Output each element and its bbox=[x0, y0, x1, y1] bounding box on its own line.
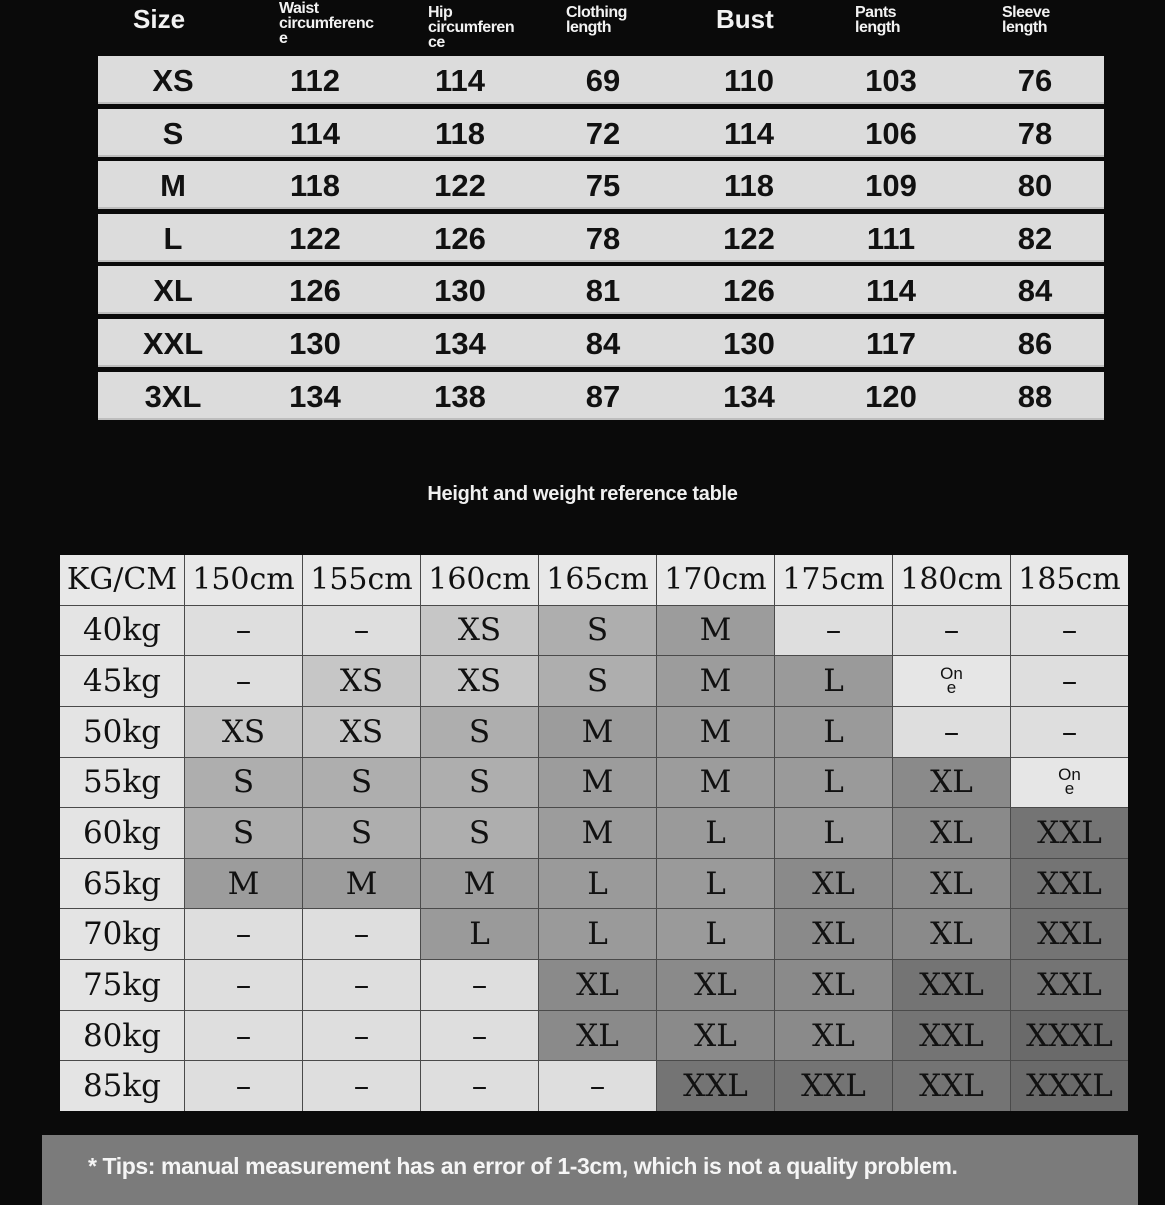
header-sleeve-length: Sleeve length bbox=[1002, 4, 1050, 36]
weight-label: 65kg bbox=[60, 859, 184, 909]
size-cell: M bbox=[303, 859, 420, 909]
size-cell: XL bbox=[539, 960, 656, 1010]
cell-pants-length: 109 bbox=[865, 168, 917, 204]
header-pants-length: Pants length bbox=[855, 4, 900, 36]
size-cell: On e bbox=[893, 656, 1010, 706]
cell-hip: 134 bbox=[434, 325, 486, 361]
size-chart-header bbox=[98, 0, 1104, 56]
size-cell: L bbox=[657, 808, 774, 858]
size-cell: XXL bbox=[893, 960, 1010, 1010]
size-row bbox=[98, 266, 1104, 314]
size-row bbox=[98, 214, 1104, 262]
header-size: Size bbox=[133, 4, 186, 34]
weight-label: 85kg bbox=[60, 1061, 184, 1111]
header-hip: Hip circumferen ce bbox=[428, 4, 515, 51]
cell-bust: 126 bbox=[723, 273, 775, 309]
size-cell: XL bbox=[657, 1011, 774, 1061]
cell-size: XXL bbox=[142, 325, 204, 361]
cell-size: XS bbox=[152, 63, 194, 98]
size-cell: XL bbox=[893, 808, 1010, 858]
cell-size: XL bbox=[153, 273, 193, 309]
size-cell: – bbox=[1011, 656, 1128, 706]
size-cell: XXXL bbox=[1011, 1061, 1128, 1111]
size-cell: XXL bbox=[1011, 859, 1128, 909]
weight-label: 80kg bbox=[60, 1011, 184, 1061]
size-cell: – bbox=[421, 960, 538, 1010]
size-cell: S bbox=[421, 808, 538, 858]
cell-hip: 122 bbox=[434, 168, 486, 204]
size-cell: M bbox=[657, 606, 774, 656]
size-cell: S bbox=[185, 758, 302, 808]
cell-bust: 118 bbox=[723, 168, 775, 204]
size-row bbox=[98, 109, 1104, 157]
size-cell: M bbox=[539, 808, 656, 858]
cell-waist: 112 bbox=[289, 63, 341, 98]
height-header: 150cm bbox=[185, 555, 302, 605]
size-cell: XS bbox=[421, 656, 538, 706]
cell-bust: 122 bbox=[723, 220, 775, 256]
cell-waist: 114 bbox=[289, 115, 341, 151]
cell-waist: 126 bbox=[289, 273, 341, 309]
size-cell: L bbox=[539, 859, 656, 909]
cell-sleeve-length: 78 bbox=[1017, 115, 1053, 151]
tips-text: * Tips: manual measurement has an error of 1-3cm, which is not a quality problem. bbox=[88, 1153, 958, 1179]
cell-pants-length: 103 bbox=[865, 63, 917, 98]
cell-hip: 126 bbox=[434, 220, 486, 256]
cell-size: S bbox=[162, 115, 184, 151]
size-cell: S bbox=[421, 758, 538, 808]
cell-waist: 118 bbox=[289, 168, 341, 204]
size-row bbox=[98, 319, 1104, 367]
size-cell: – bbox=[421, 1061, 538, 1111]
cell-pants-length: 111 bbox=[866, 220, 916, 256]
cell-sleeve-length: 76 bbox=[1017, 63, 1053, 98]
size-row bbox=[98, 161, 1104, 209]
cell-size: 3XL bbox=[144, 378, 202, 414]
size-cell: L bbox=[775, 656, 892, 706]
hw-table-title: Height and weight reference table bbox=[427, 483, 738, 505]
size-cell: – bbox=[185, 606, 302, 656]
size-cell: M bbox=[185, 859, 302, 909]
size-cell: XXL bbox=[657, 1061, 774, 1111]
height-header: 175cm bbox=[775, 555, 892, 605]
size-cell: S bbox=[185, 808, 302, 858]
weight-label: 45kg bbox=[60, 656, 184, 706]
tips-bar bbox=[42, 1135, 1138, 1205]
size-cell: – bbox=[893, 707, 1010, 757]
size-cell: XL bbox=[775, 1011, 892, 1061]
size-cell: – bbox=[303, 909, 420, 959]
size-cell: L bbox=[657, 859, 774, 909]
size-cell: XXXL bbox=[1011, 1011, 1128, 1061]
size-cell: M bbox=[657, 758, 774, 808]
header-bust: Bust bbox=[716, 4, 774, 34]
cell-sleeve-length: 84 bbox=[1017, 273, 1053, 309]
cell-pants-length: 114 bbox=[865, 273, 917, 309]
cell-waist: 122 bbox=[289, 220, 341, 256]
size-cell: L bbox=[775, 707, 892, 757]
cell-hip: 118 bbox=[434, 115, 486, 151]
size-cell: M bbox=[657, 656, 774, 706]
size-cell: XL bbox=[539, 1011, 656, 1061]
size-cell: XL bbox=[657, 960, 774, 1010]
weight-label: 60kg bbox=[60, 808, 184, 858]
cell-bust: 110 bbox=[723, 63, 775, 98]
size-cell: S bbox=[539, 606, 656, 656]
size-cell: – bbox=[303, 606, 420, 656]
size-cell: XS bbox=[303, 656, 420, 706]
size-cell: L bbox=[539, 909, 656, 959]
size-cell: XL bbox=[775, 859, 892, 909]
height-header: 165cm bbox=[539, 555, 656, 605]
size-cell: – bbox=[303, 960, 420, 1010]
corner-label: KG/CM bbox=[60, 555, 184, 605]
weight-label: 40kg bbox=[60, 606, 184, 656]
height-header: 170cm bbox=[657, 555, 774, 605]
height-header: 185cm bbox=[1011, 555, 1128, 605]
size-cell: XL bbox=[775, 960, 892, 1010]
size-cell: – bbox=[303, 1061, 420, 1111]
height-weight-table bbox=[60, 555, 1128, 1111]
size-cell: S bbox=[421, 707, 538, 757]
size-cell: – bbox=[185, 960, 302, 1010]
cell-clothing-length: 69 bbox=[585, 63, 621, 98]
height-header: 160cm bbox=[421, 555, 538, 605]
cell-pants-length: 117 bbox=[865, 325, 917, 361]
size-cell: – bbox=[185, 909, 302, 959]
cell-size: L bbox=[163, 220, 183, 256]
size-cell: L bbox=[775, 808, 892, 858]
height-header: 155cm bbox=[303, 555, 420, 605]
size-cell: XXL bbox=[1011, 909, 1128, 959]
size-cell: S bbox=[303, 808, 420, 858]
cell-clothing-length: 75 bbox=[585, 168, 621, 204]
cell-waist: 130 bbox=[289, 325, 341, 361]
cell-sleeve-length: 82 bbox=[1017, 220, 1053, 256]
cell-clothing-length: 72 bbox=[585, 115, 621, 151]
size-cell: XS bbox=[303, 707, 420, 757]
cell-size: M bbox=[160, 168, 186, 204]
size-cell: XL bbox=[893, 909, 1010, 959]
cell-sleeve-length: 86 bbox=[1017, 325, 1053, 361]
cell-hip: 138 bbox=[434, 378, 486, 414]
size-cell: – bbox=[1011, 707, 1128, 757]
cell-clothing-length: 87 bbox=[585, 378, 621, 414]
cell-sleeve-length: 80 bbox=[1017, 168, 1053, 204]
cell-clothing-length: 84 bbox=[585, 325, 621, 361]
size-cell: On e bbox=[1011, 758, 1128, 808]
size-cell: – bbox=[893, 606, 1010, 656]
size-cell: XXL bbox=[1011, 960, 1128, 1010]
size-cell: L bbox=[775, 758, 892, 808]
size-cell: – bbox=[185, 1011, 302, 1061]
cell-hip: 130 bbox=[434, 273, 486, 309]
cell-waist: 134 bbox=[289, 378, 341, 414]
size-cell: – bbox=[421, 1011, 538, 1061]
weight-label: 50kg bbox=[60, 707, 184, 757]
size-cell: S bbox=[539, 656, 656, 706]
weight-label: 70kg bbox=[60, 909, 184, 959]
size-cell: L bbox=[421, 909, 538, 959]
size-cell: XXL bbox=[893, 1061, 1010, 1111]
size-cell: XL bbox=[893, 758, 1010, 808]
size-cell: S bbox=[303, 758, 420, 808]
weight-label: 55kg bbox=[60, 758, 184, 808]
cell-clothing-length: 78 bbox=[585, 220, 621, 256]
size-cell: – bbox=[539, 1061, 656, 1111]
size-cell: – bbox=[185, 656, 302, 706]
cell-pants-length: 106 bbox=[865, 115, 917, 151]
size-cell: XS bbox=[185, 707, 302, 757]
size-cell: L bbox=[657, 909, 774, 959]
size-cell: XXL bbox=[1011, 808, 1128, 858]
header-waist: Waist circumferenc e bbox=[279, 0, 374, 47]
size-row bbox=[98, 372, 1104, 420]
size-cell: – bbox=[775, 606, 892, 656]
size-row bbox=[98, 56, 1104, 104]
size-cell: XL bbox=[775, 909, 892, 959]
cell-pants-length: 120 bbox=[865, 378, 917, 414]
height-header: 180cm bbox=[893, 555, 1010, 605]
size-cell: M bbox=[539, 707, 656, 757]
size-cell: XS bbox=[421, 606, 538, 656]
size-cell: M bbox=[657, 707, 774, 757]
size-chart-table bbox=[98, 56, 1104, 424]
cell-bust: 130 bbox=[723, 325, 775, 361]
size-cell: XXL bbox=[893, 1011, 1010, 1061]
size-cell: – bbox=[303, 1011, 420, 1061]
cell-sleeve-length: 88 bbox=[1017, 378, 1053, 414]
cell-bust: 114 bbox=[723, 115, 775, 151]
cell-hip: 114 bbox=[434, 63, 486, 98]
size-cell: XXL bbox=[775, 1061, 892, 1111]
cell-clothing-length: 81 bbox=[585, 273, 621, 309]
cell-bust: 134 bbox=[723, 378, 775, 414]
size-cell: M bbox=[421, 859, 538, 909]
size-cell: XL bbox=[893, 859, 1010, 909]
header-clothing-length: Clothing length bbox=[566, 4, 627, 36]
weight-label: 75kg bbox=[60, 960, 184, 1010]
size-cell: – bbox=[1011, 606, 1128, 656]
size-cell: M bbox=[539, 758, 656, 808]
size-cell: – bbox=[185, 1061, 302, 1111]
